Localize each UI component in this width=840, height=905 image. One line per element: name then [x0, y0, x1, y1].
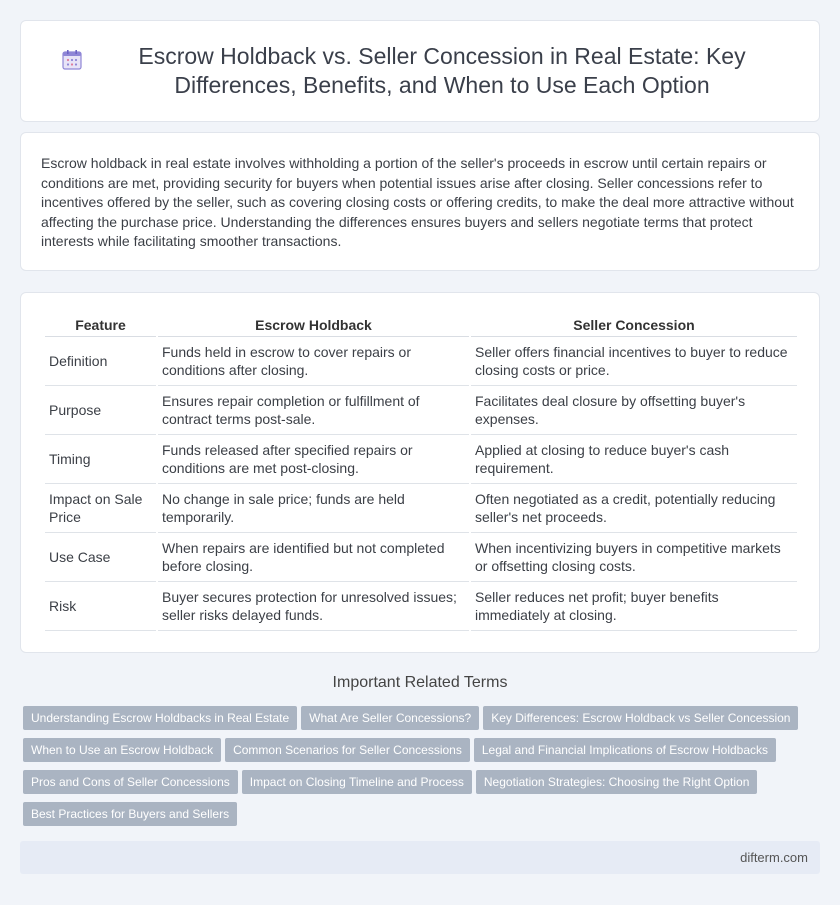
intro-text: Escrow holdback in real estate involves withholding a portion of the seller's proceeds in escrow until certain repairs or conditions are met, providing security for buyers when potential issues arise after closing. Seller concessions refer to incentives offered by the seller, such as covering closing costs or offering credits, to make the deal more attractive without affecting the purchase price. Understanding the differences ensures buyers and sellers negotiate terms that protect interests while facilitating smoother transactions. [41, 155, 794, 249]
related-term-tag[interactable]: Understanding Escrow Holdbacks in Real Estate [23, 706, 297, 730]
related-term-tag[interactable]: Key Differences: Escrow Holdback vs Seller Concession [483, 706, 798, 730]
related-terms-title: Important Related Terms [332, 674, 508, 691]
row-feature: Timing [45, 435, 156, 484]
row-seller-concession: Facilitates deal closure by offsetting buyer's expenses. [471, 386, 797, 435]
row-feature: Use Case [45, 533, 156, 582]
header-card [20, 20, 820, 122]
related-terms-list [23, 706, 813, 834]
calendar-icon [60, 48, 84, 72]
table-row [45, 484, 797, 533]
row-seller-concession: Often negotiated as a credit, potentially reducing seller's net proceeds. [471, 484, 797, 533]
footer-site-link[interactable]: difterm.com [740, 850, 808, 865]
header-feature: Feature [45, 315, 156, 337]
row-seller-concession: When incentivizing buyers in competitive markets or offsetting closing costs. [471, 533, 797, 582]
header-escrow-holdback: Escrow Holdback [158, 315, 469, 337]
row-escrow-holdback: Funds released after specified repairs or conditions are met post-closing. [158, 435, 469, 484]
related-term-tag[interactable]: When to Use an Escrow Holdback [23, 738, 221, 762]
table-row [45, 386, 797, 435]
row-seller-concession: Seller reduces net profit; buyer benefits immediately at closing. [471, 582, 797, 631]
table-header-row [45, 315, 797, 337]
table-row [45, 337, 797, 386]
related-term-tag[interactable]: Impact on Closing Timeline and Process [242, 770, 472, 794]
related-term-tag[interactable]: What Are Seller Concessions? [301, 706, 479, 730]
table-row [45, 533, 797, 582]
row-seller-concession: Seller offers financial incentives to buyer to reduce closing costs or price. [471, 337, 797, 386]
row-escrow-holdback: Buyer secures protection for unresolved issues; seller risks delayed funds. [158, 582, 469, 631]
related-term-tag[interactable]: Pros and Cons of Seller Concessions [23, 770, 238, 794]
row-feature: Impact on Sale Price [45, 484, 156, 533]
row-escrow-holdback: Funds held in escrow to cover repairs or conditions after closing. [158, 337, 469, 386]
related-term-tag[interactable]: Best Practices for Buyers and Sellers [23, 802, 237, 826]
row-feature: Definition [45, 337, 156, 386]
page-title: Escrow Holdback vs. Seller Concession in Real Estate: Key Differences, Benefits, and When to Use Each Option [138, 43, 746, 98]
related-term-tag[interactable]: Negotiation Strategies: Choosing the Right Option [476, 770, 758, 794]
related-term-tag[interactable]: Common Scenarios for Seller Concessions [225, 738, 470, 762]
related-term-tag[interactable]: Legal and Financial Implications of Escrow Holdbacks [474, 738, 776, 762]
row-escrow-holdback: When repairs are identified but not completed before closing. [158, 533, 469, 582]
row-escrow-holdback: Ensures repair completion or fulfillment of contract terms post-sale. [158, 386, 469, 435]
footer [20, 841, 820, 874]
comparison-card [20, 292, 820, 653]
row-feature: Purpose [45, 386, 156, 435]
header-seller-concession: Seller Concession [471, 315, 797, 337]
row-seller-concession: Applied at closing to reduce buyer's cash requirement. [471, 435, 797, 484]
row-escrow-holdback: No change in sale price; funds are held temporarily. [158, 484, 469, 533]
table-row [45, 582, 797, 631]
comparison-table [43, 315, 799, 631]
intro-card [20, 132, 820, 271]
table-row [45, 435, 797, 484]
row-feature: Risk [45, 582, 156, 631]
